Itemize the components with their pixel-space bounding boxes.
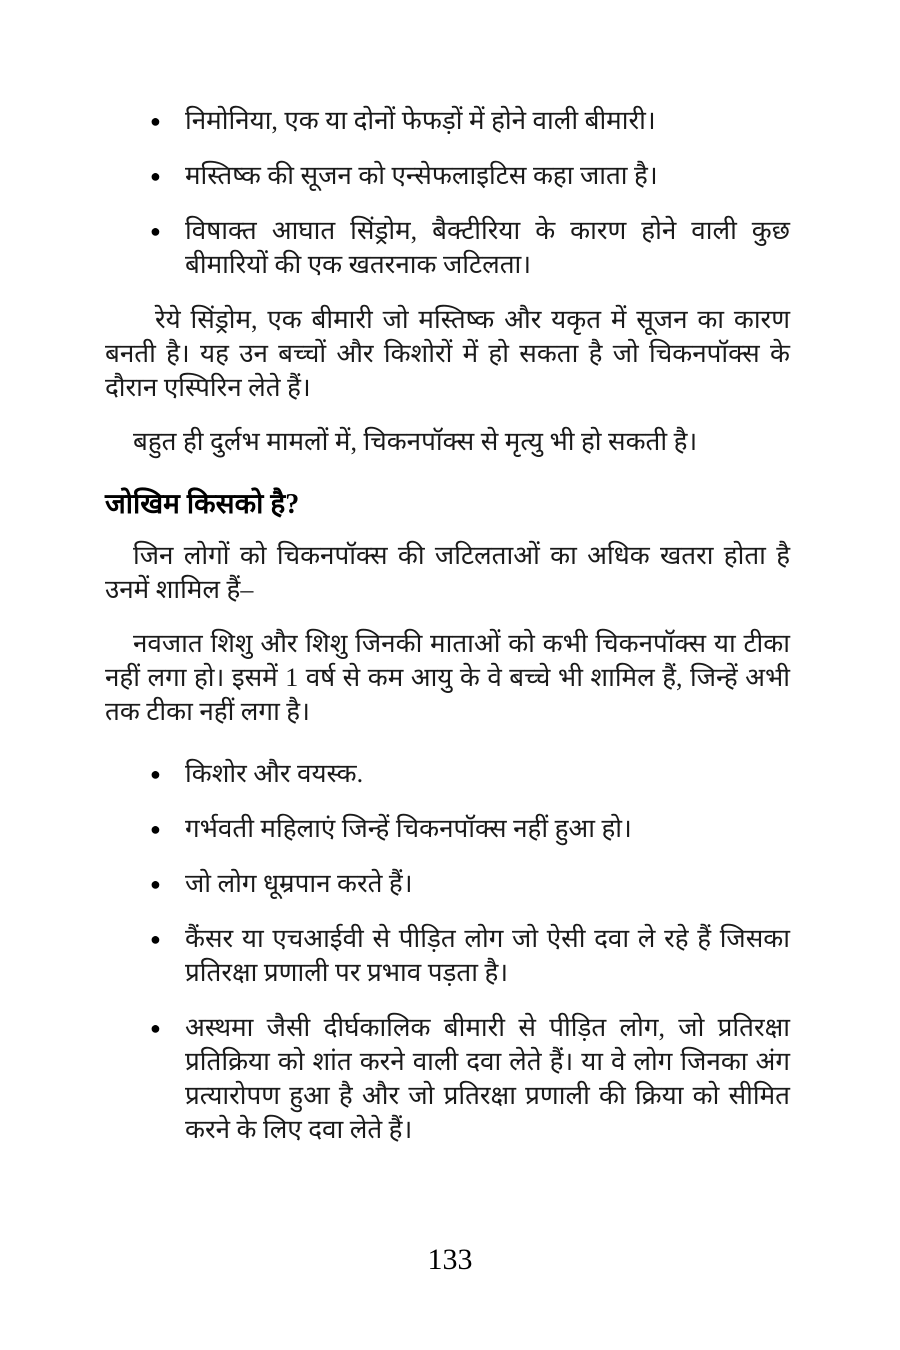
list-item-text: किशोर और वयस्क. [185,759,364,788]
bullet-icon: ● [150,764,161,784]
bullet-icon: ● [150,1018,161,1038]
bullet-icon: ● [150,221,161,241]
complications-bullet-list [105,104,790,282]
page-number: 133 [427,1243,473,1276]
bullet-icon: ● [150,166,161,186]
reye-syndrome-paragraph: रेये सिंड्रोम, एक बीमारी जो मस्तिष्क और यकृत में सूजन का कारण बनती है। यह उन बच्चों और किशोरों में हो सकता है जो चिकनपॉक्स के दौरान एस्पिरिन लेते हैं। [105,305,790,402]
list-item-text: अस्थमा जैसी दीर्घकालिक बीमारी से पीड़ित लोग, जो प्रतिरक्षा प्रतिक्रिया को शांत करने वाली दवा लेते हैं। या वे लोग जिनका अंग प्रत्यारोपण हुआ है और जो प्रतिरक्षा प्रणाली की क्रिया को सीमित करने के लिए दवा लेते हैं। [185,1013,790,1144]
list-item [105,757,790,791]
risk-bullet-list [105,757,790,1147]
bullet-icon: ● [150,929,161,949]
list-item [105,812,790,846]
list-item [105,1011,790,1147]
list-item [105,159,790,193]
newborn-paragraph: नवजात शिशु और शिशु जिनकी माताओं को कभी चिकनपॉक्स या टीका नहीं लगा हो। इसमें 1 वर्ष से कम आयु के वे बच्चे भी शामिल हैं, जिन्हें अभी तक टीका नहीं लगा है। [105,629,790,726]
list-item-text: विषाक्त आघात सिंड्रोम, बैक्टीरिया के कारण होने वाली कुछ बीमारियों की एक खतरनाक जटिलता। [185,216,790,279]
bullet-icon: ● [150,874,161,894]
list-item [105,922,790,990]
list-item-text: मस्तिष्क की सूजन को एन्सेफलाइटिस कहा जाता है। [185,161,658,190]
rare-cases-paragraph: बहुत ही दुर्लभ मामलों में, चिकनपॉक्स से मृत्यु भी हो सकती है। [133,427,698,456]
list-item [105,104,790,138]
list-item-text: गर्भवती महिलाएं जिन्हें चिकनपॉक्स नहीं हुआ हो। [185,814,632,843]
risk-intro-paragraph: जिन लोगों को चिकनपॉक्स की जटिलताओं का अधिक खतरा होता है उनमें शामिल हैं– [105,541,790,604]
bullet-icon: ● [150,111,161,131]
list-item-text: निमोनिया, एक या दोनों फेफड़ों में होने वाली बीमारी। [185,106,656,135]
list-item-text: कैंसर या एचआईवी से पीड़ित लोग जो ऐसी दवा ले रहे हैं जिसका प्रतिरक्षा प्रणाली पर प्रभाव पड़ता है। [185,924,790,987]
list-item [105,867,790,901]
list-item [105,214,790,282]
risk-section-heading: जोखिम किसको है? [105,489,300,520]
bullet-icon: ● [150,819,161,839]
list-item-text: जो लोग धूम्रपान करते हैं। [185,869,413,898]
